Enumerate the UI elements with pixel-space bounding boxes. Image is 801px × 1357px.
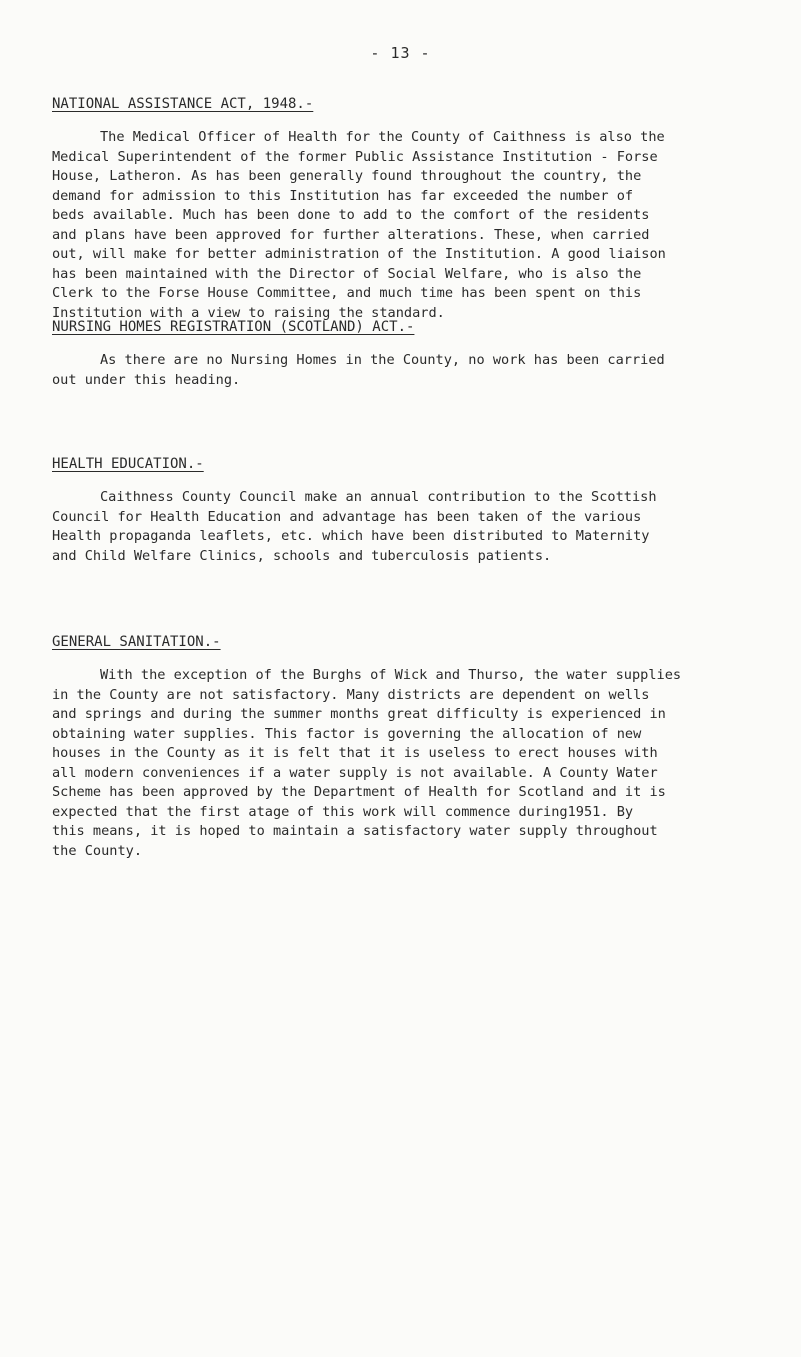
section-heading: HEALTH EDUCATION.- bbox=[52, 456, 204, 472]
text-line: Scheme has been approved by the Department of Health for Scotland and it is bbox=[52, 784, 666, 800]
text-line: Caithness County Council make an annual contribution to the Scottish bbox=[100, 489, 657, 505]
section-heading: NURSING HOMES REGISTRATION (SCOTLAND) ACT.- bbox=[52, 319, 415, 335]
text-line: the County. bbox=[52, 842, 143, 859]
section-heading: GENERAL SANITATION.- bbox=[52, 634, 221, 650]
section-body bbox=[52, 666, 764, 861]
section-nursing-homes-registration bbox=[52, 319, 764, 390]
text-line: out, will make for better administration of the Institution. A good liaison bbox=[52, 246, 666, 262]
text-line: With the exception of the Burghs of Wick and Thurso, the water supplies bbox=[100, 667, 682, 683]
text-line: Institution with a view to raising the standard. bbox=[52, 304, 445, 321]
text-line: and Child Welfare Clinics, schools and tuberculosis patients. bbox=[52, 547, 552, 564]
text-line: has been maintained with the Director of Social Welfare, who is also the bbox=[52, 265, 642, 282]
text-line: Clerk to the Forse House Committee, and much time has been spent on this bbox=[52, 285, 642, 301]
text-line: in the County are not satisfactory. Many districts are dependent on wells bbox=[52, 686, 650, 703]
section-body bbox=[52, 351, 764, 390]
section-heading: NATIONAL ASSISTANCE ACT, 1948.- bbox=[52, 96, 314, 112]
section-health-education bbox=[52, 456, 764, 566]
text-line: and plans have been approved for further alterations. These, when carried bbox=[52, 226, 650, 243]
text-line: Council for Health Education and advantage has been taken of the various bbox=[52, 508, 642, 525]
text-line: Medical Superintendent of the former Public Assistance Institution - Forse bbox=[52, 148, 658, 165]
text-line: The Medical Officer of Health for the County of Caithness is also the bbox=[100, 129, 665, 145]
section-national-assistance-act bbox=[52, 96, 764, 323]
section-general-sanitation bbox=[52, 634, 764, 861]
text-line: House, Latheron. As has been generally found throughout the country, the bbox=[52, 168, 642, 184]
section-body bbox=[52, 488, 764, 566]
text-line: houses in the County as it is felt that it is useless to erect houses with bbox=[52, 745, 658, 761]
page-number: - 13 - bbox=[370, 44, 431, 62]
section-body bbox=[52, 128, 764, 323]
text-line: this means, it is hoped to maintain a satisfactory water supply throughout bbox=[52, 823, 658, 839]
text-line: out under this heading. bbox=[52, 371, 241, 388]
text-line: demand for admission to this Institution has far exceeded the number of bbox=[52, 187, 634, 204]
text-line: all modern conveniences if a water supply is not available. A County Water bbox=[52, 764, 658, 781]
text-line: As there are no Nursing Homes in the County, no work has been carried bbox=[100, 352, 665, 368]
text-line: Health propaganda leaflets, etc. which have been distributed to Maternity bbox=[52, 528, 650, 544]
text-line: expected that the first atage of this work will commence during1951. By bbox=[52, 803, 634, 820]
text-line: obtaining water supplies. This factor is governing the allocation of new bbox=[52, 725, 642, 742]
text-line: beds available. Much has been done to add to the comfort of the residents bbox=[52, 207, 650, 223]
text-line: and springs and during the summer months great difficulty is experienced in bbox=[52, 706, 666, 722]
